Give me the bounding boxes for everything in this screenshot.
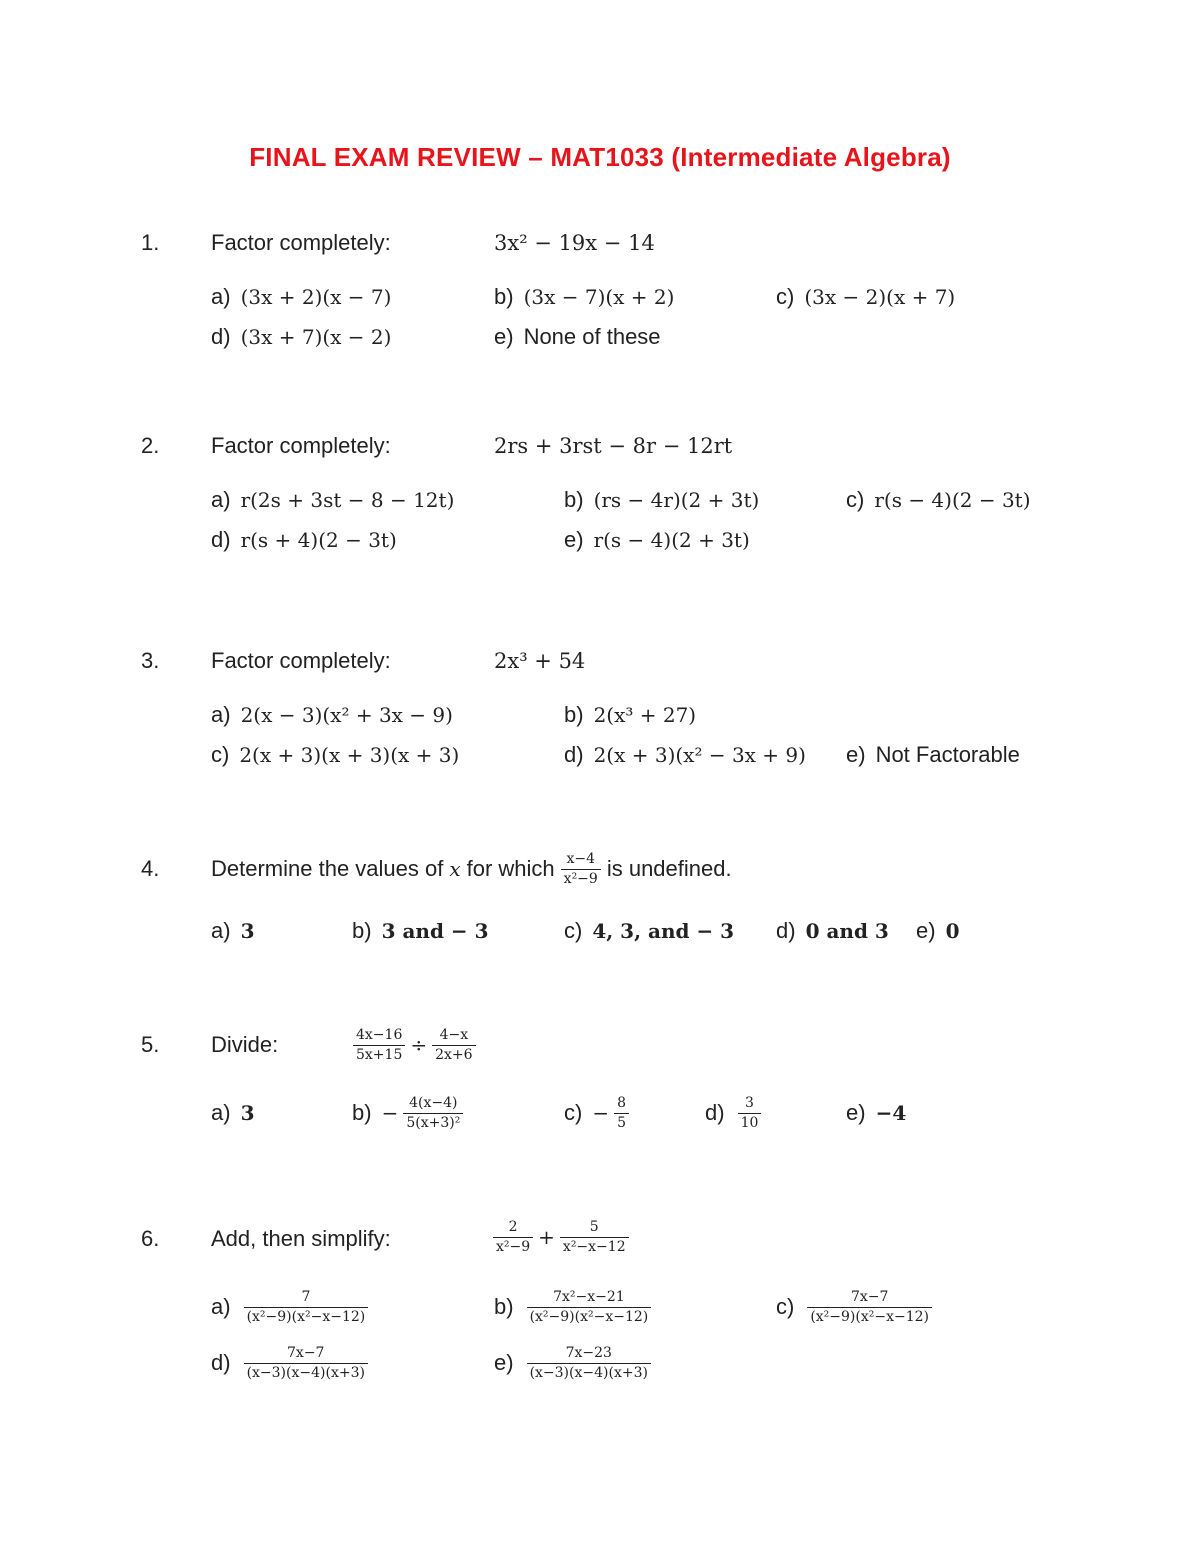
option-label: e) xyxy=(846,1100,866,1125)
option-value: −4 xyxy=(875,1101,907,1125)
option-value: r(2s + 3st − 8 − 12t) xyxy=(240,488,455,512)
option-value: 4, 3, and − 3 xyxy=(592,919,735,943)
option-b[interactable] xyxy=(352,1090,466,1136)
option-label: a) xyxy=(211,918,231,943)
option-label: b) xyxy=(494,284,514,309)
option-d[interactable] xyxy=(776,918,889,944)
question-prompt: Factor completely: xyxy=(211,230,391,255)
fraction xyxy=(614,1095,629,1130)
option-value: (3x + 2)(x − 7) xyxy=(240,285,392,309)
option-label: b) xyxy=(352,918,372,943)
option-d[interactable] xyxy=(564,742,806,768)
denominator: (x−3)(x−4)(x+3) xyxy=(527,1363,651,1381)
question-prompt: Factor completely: xyxy=(211,648,391,673)
option-label: a) xyxy=(211,1294,231,1319)
option-a[interactable] xyxy=(211,1090,254,1136)
option-label: d) xyxy=(211,324,231,349)
fraction xyxy=(244,1289,369,1324)
numerator: 4−x xyxy=(439,1027,469,1044)
option-a[interactable] xyxy=(211,284,391,310)
question-expression: 2x³ + 54 xyxy=(494,649,586,673)
option-e[interactable] xyxy=(564,527,750,553)
option-label: d) xyxy=(564,742,584,767)
fraction xyxy=(403,1095,463,1130)
option-c[interactable] xyxy=(846,487,1031,513)
option-value: r(s − 4)(2 − 3t) xyxy=(874,488,1031,512)
fraction xyxy=(244,1345,368,1380)
option-b[interactable] xyxy=(564,487,759,513)
fraction xyxy=(527,1289,652,1324)
fraction xyxy=(807,1289,932,1324)
option-label: c) xyxy=(776,1294,795,1319)
question-prompt: Factor completely: xyxy=(211,433,391,458)
fraction xyxy=(493,1219,533,1254)
option-label: e) xyxy=(494,1350,514,1375)
option-label: a) xyxy=(211,487,231,512)
denominator: (x²−9)(x²−x−12) xyxy=(807,1307,932,1325)
fraction xyxy=(738,1095,762,1130)
option-b[interactable] xyxy=(494,284,674,310)
option-c[interactable] xyxy=(776,1284,935,1330)
question-prompt: Divide: xyxy=(211,1032,279,1057)
option-label: a) xyxy=(211,284,231,309)
option-label: d) xyxy=(776,918,796,943)
option-label: c) xyxy=(846,487,865,512)
option-c[interactable] xyxy=(564,918,734,944)
question-number: 2. xyxy=(141,433,160,458)
option-label: e) xyxy=(916,918,936,943)
option-b[interactable] xyxy=(494,1284,654,1330)
numerator: 7x−7 xyxy=(850,1289,889,1306)
denominator: (x²−9)(x²−x−12) xyxy=(527,1307,652,1325)
option-value: 2(x − 3)(x² + 3x − 9) xyxy=(240,703,453,727)
option-label: b) xyxy=(352,1100,372,1125)
option-c[interactable] xyxy=(564,1090,632,1136)
option-label: d) xyxy=(211,527,231,552)
option-label: e) xyxy=(494,324,514,349)
option-value: None of these xyxy=(523,324,661,349)
option-a[interactable] xyxy=(211,702,453,728)
option-b[interactable] xyxy=(352,918,489,944)
option-label: a) xyxy=(211,702,231,727)
numerator: 7x−23 xyxy=(565,1345,612,1362)
denominator: x²−x−12 xyxy=(560,1237,629,1255)
option-value: 2(x + 3)(x + 3)(x + 3) xyxy=(239,743,460,767)
question-prompt: Add, then simplify: xyxy=(211,1226,391,1251)
negative-sign: − xyxy=(592,1101,610,1125)
option-e[interactable] xyxy=(916,918,959,944)
question-expression: 3x² − 19x − 14 xyxy=(494,231,655,255)
option-value: 3 and − 3 xyxy=(381,919,489,943)
question-expression: 2rs + 3rst − 8r − 12rt xyxy=(494,434,733,458)
fraction xyxy=(527,1345,651,1380)
question-expression xyxy=(350,1020,479,1070)
numerator: 3 xyxy=(745,1095,754,1112)
prompt-text: for which xyxy=(466,856,555,881)
fraction xyxy=(561,851,601,886)
numerator: 7x²−x−21 xyxy=(553,1289,625,1306)
option-label: c) xyxy=(776,284,795,309)
denominator: x²−9 xyxy=(561,869,601,887)
option-e[interactable] xyxy=(494,324,661,350)
option-e[interactable] xyxy=(494,1340,654,1386)
question-number: 3. xyxy=(141,648,160,673)
denominator: 2x+6 xyxy=(432,1045,475,1063)
prompt-text: Determine the values of xyxy=(211,856,444,881)
option-label: c) xyxy=(564,1100,583,1125)
question-prompt xyxy=(211,842,732,896)
option-label: b) xyxy=(494,1294,514,1319)
question-number: 4. xyxy=(141,856,160,881)
option-d[interactable] xyxy=(211,527,397,553)
option-label: a) xyxy=(211,1100,231,1125)
option-label: d) xyxy=(705,1100,725,1125)
option-value: 2(x + 3)(x² − 3x + 9) xyxy=(593,743,806,767)
numerator: 4x−16 xyxy=(356,1027,403,1044)
question-number: 1. xyxy=(141,230,160,255)
option-b[interactable] xyxy=(564,702,696,728)
variable: x xyxy=(449,857,461,881)
numerator: 8 xyxy=(617,1095,627,1112)
option-value: 0 xyxy=(945,919,960,943)
option-value: (3x − 2)(x + 7) xyxy=(804,285,956,309)
numerator: 4(x−4) xyxy=(409,1095,458,1112)
option-value: 3 xyxy=(240,1101,255,1125)
option-value: (3x + 7)(x − 2) xyxy=(240,325,392,349)
denominator: 10 xyxy=(738,1113,762,1131)
option-a[interactable] xyxy=(211,487,454,513)
option-value: 0 and 3 xyxy=(805,919,889,943)
fraction xyxy=(560,1219,629,1254)
option-value: r(s − 4)(2 + 3t) xyxy=(593,528,750,552)
page-title: FINAL EXAM REVIEW – MAT1033 (Intermediate Algebra) xyxy=(249,142,951,172)
question-number: 5. xyxy=(141,1032,160,1057)
option-value: Not Factorable xyxy=(875,742,1020,767)
fraction xyxy=(432,1027,475,1062)
option-a[interactable] xyxy=(211,918,254,944)
denominator: x²−9 xyxy=(493,1237,533,1255)
option-d[interactable] xyxy=(211,1340,371,1386)
option-label: c) xyxy=(564,918,583,943)
fraction xyxy=(353,1027,405,1062)
denominator: (x−3)(x−4)(x+3) xyxy=(244,1363,368,1381)
option-label: d) xyxy=(211,1350,231,1375)
option-label: c) xyxy=(211,742,230,767)
numerator: x−4 xyxy=(566,851,596,868)
option-label: b) xyxy=(564,487,584,512)
option-a[interactable] xyxy=(211,1284,371,1330)
divide-operator: ÷ xyxy=(410,1033,428,1057)
numerator: 2 xyxy=(508,1219,518,1236)
option-value: r(s + 4)(2 − 3t) xyxy=(240,528,397,552)
option-value: 2(x³ + 27) xyxy=(593,703,697,727)
option-c[interactable] xyxy=(776,284,955,310)
option-value: 3 xyxy=(240,919,255,943)
option-d[interactable] xyxy=(211,324,391,350)
plus-operator: + xyxy=(538,1225,555,1249)
numerator: 5 xyxy=(589,1219,599,1236)
option-e[interactable] xyxy=(846,742,1020,768)
option-e[interactable] xyxy=(846,1090,906,1136)
option-label: b) xyxy=(564,702,584,727)
option-label: e) xyxy=(846,742,866,767)
numerator: 7x−7 xyxy=(287,1345,325,1362)
negative-sign: − xyxy=(381,1101,399,1125)
denominator: (x²−9)(x²−x−12) xyxy=(244,1307,369,1325)
prompt-text: is undefined. xyxy=(606,856,732,881)
option-value: (3x − 7)(x + 2) xyxy=(523,285,675,309)
option-label: e) xyxy=(564,527,584,552)
question-number: 6. xyxy=(141,1226,160,1251)
option-value: (rs − 4r)(2 + 3t) xyxy=(593,488,760,512)
denominator: 5 xyxy=(614,1113,629,1131)
denominator: 5(x+3)² xyxy=(403,1113,463,1131)
numerator: 7 xyxy=(301,1289,311,1306)
question-expression xyxy=(490,1212,632,1262)
option-c[interactable] xyxy=(211,742,459,768)
denominator: 5x+15 xyxy=(353,1045,405,1063)
option-d[interactable] xyxy=(705,1090,764,1136)
